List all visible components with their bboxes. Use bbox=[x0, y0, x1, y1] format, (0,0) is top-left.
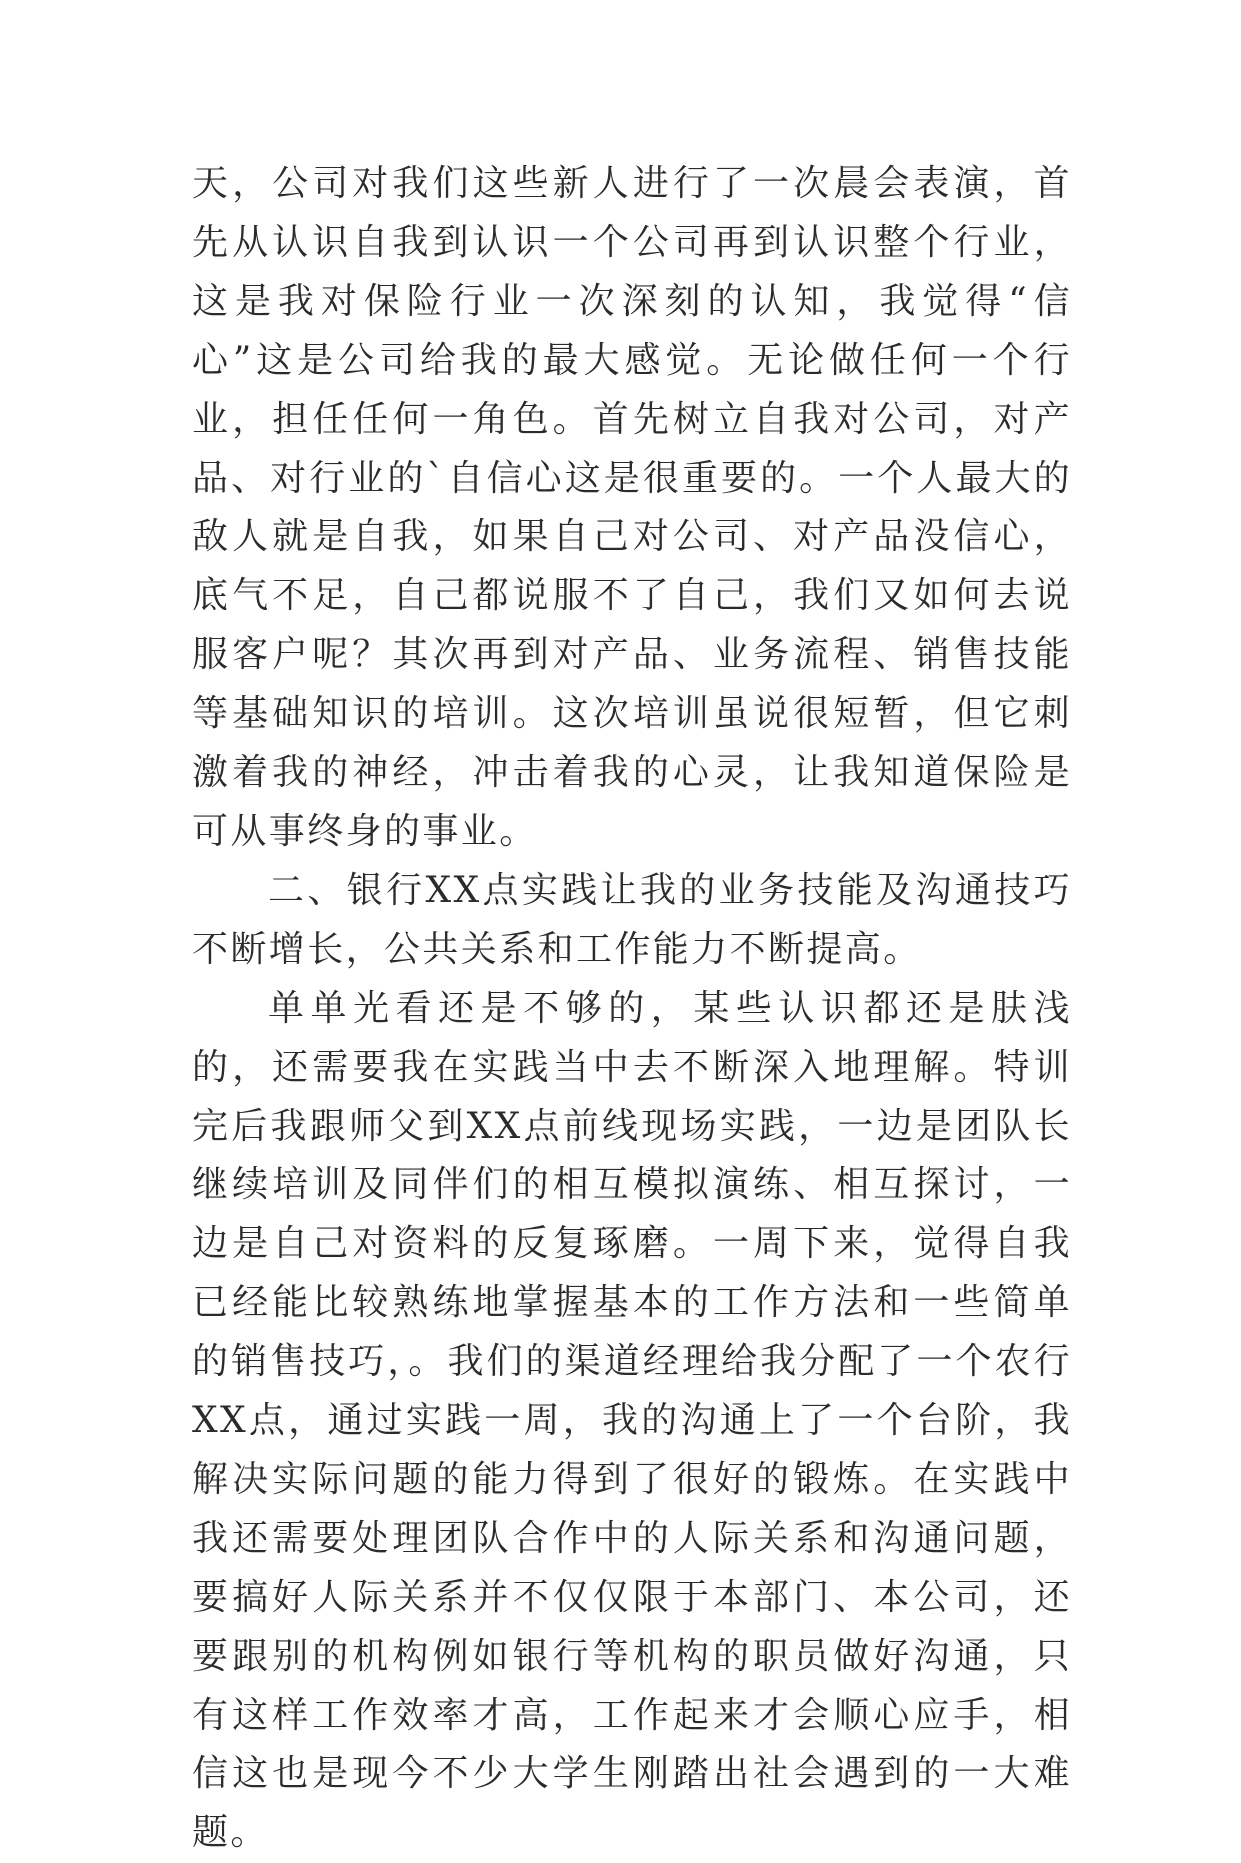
paragraph-training-reflection: 天，公司对我们这些新人进行了一次晨会表演，首先从认识自我到认识一个公司再到认识整个行业，这是我对保险行业一次深刻的认知，我觉得“信心”这是公司给我的最大感觉。无论做任何一个行业，担任任何一角色。首先树立自我对公司，对产品、对行业的`自信心这是很重要的。一个人最大的敌人就是自我，如果自己对公司、对产品没信心，底气不足，自己都说服不了自己，我们又如何去说服客户呢？其次再到对产品、业务流程、销售技能等基础知识的培训。这次培训虽说很短暂，但它刺激着我的神经，冲击着我的心灵，让我知道保险是可从事终身的事业。 bbox=[192, 163, 1072, 852]
document-body bbox=[192, 155, 1072, 1863]
paragraph-practice-details: 单单光看还是不够的，某些认识都还是肤浅的，还需要我在实践当中去不断深入地理解。特训完后我跟师父到XX点前线现场实践，一边是团队长继续培训及同伴们的相互模拟演练、相互探讨，一边是自己对资料的反复琢磨。一周下来，觉得自我已经能比较熟练地掌握基本的工作方法和一些简单的销售技巧，。我们的渠道经理给我分配了一个农行XX点，通过实践一周，我的沟通上了一个台阶，我解决实际问题的能力得到了很好的锻炼。在实践中我还需要处理团队合作中的人际关系和沟通问题，要搞好人际关系并不仅仅限于本部门、本公司，还要跟别的机构例如银行等机构的职员做好沟通，只有这样工作效率才高，工作起来才会顺心应手，相信这也是现今不少大学生刚踏出社会遇到的一大难题。 bbox=[192, 987, 1072, 1854]
paragraph-section-heading-bank-practice: 二、银行XX点实践让我的业务技能及沟通技巧不断增长，公共关系和工作能力不断提高。 bbox=[192, 869, 1072, 970]
